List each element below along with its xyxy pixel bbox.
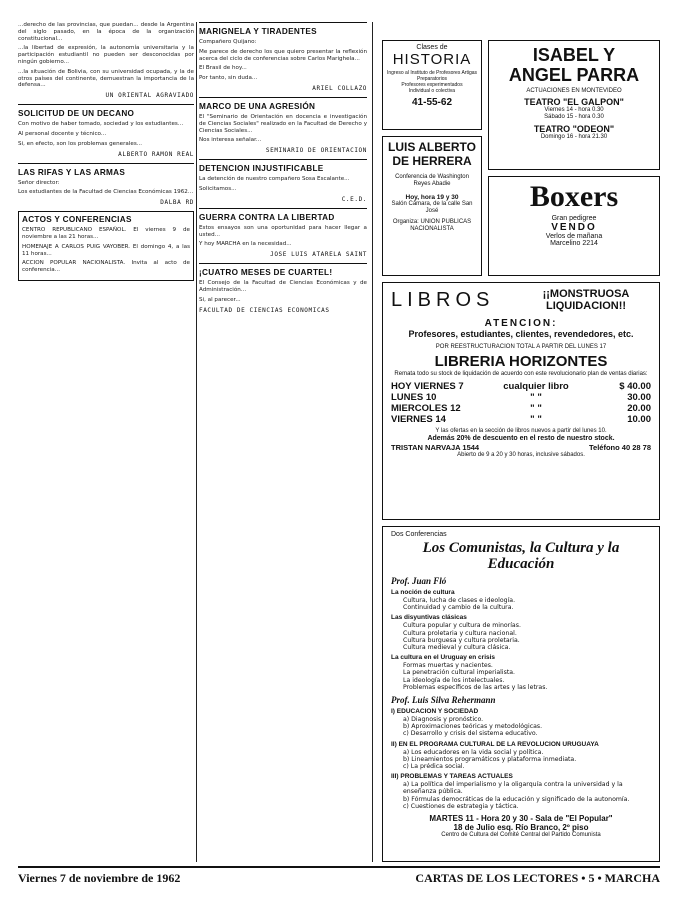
topic-heading (391, 773, 651, 780)
topic-item: Cultura, lucha de clases e ideología. (403, 597, 516, 604)
signature: FACULTAD DE CIENCIAS ECONOMICAS (199, 306, 330, 314)
ad-headline: ¡¡MONSTRUOSA LIQUIDACION!! (542, 288, 630, 312)
ad-line: Preparatorios (416, 76, 447, 82)
ad-historia (382, 40, 482, 130)
price-desc: cualquier libro (503, 381, 569, 392)
ad-text: POR REESTRUCTURACION TOTAL A PARTIR DEL LUNES 17 (435, 344, 607, 350)
ad-text: Conferencia de Washington Reyes Abadie (395, 174, 469, 187)
letter-body (18, 180, 194, 197)
ad-venue: TEATRO "EL GALPON" (524, 97, 624, 107)
price-value: $ 40.00 (619, 381, 651, 392)
column-1 (18, 22, 194, 281)
topic-item: c) La prédica social. (403, 763, 465, 771)
topic-item: Cultura popular y cultura de minorías. (403, 622, 521, 630)
paragraph: Los estudiantes de la Facultad de Ciencias Económicas 1962... (18, 189, 194, 196)
ad-text: ATENCION: (484, 318, 558, 329)
column-divider (196, 22, 197, 862)
paragraph: Señor director: (18, 179, 60, 186)
ad-title: DE HERRERA (392, 154, 472, 168)
topic-heading (391, 741, 651, 748)
ad-label: Dos Conferencias (391, 531, 447, 538)
paragraph: El "Seminario de Orientación en docencia e investigación de Ciencias Sociales" realizado en la Facultad de Derecho y Ciencias Sociales... (199, 113, 367, 134)
topic-heading: Las disyuntivas clásicas (391, 614, 467, 622)
section-title: ACTOS Y CONFERENCIAS (22, 215, 132, 225)
footer-section: CARTAS DE LOS LECTORES • 5 • MARCHA (415, 871, 660, 885)
signature: UN ORIENTAL AGRAVIADO (105, 92, 194, 100)
ad-phone: Teléfono 40 28 78 (589, 443, 651, 452)
paragraph: Solicitamos... (199, 185, 237, 192)
signature: ARIEL COLLAZO (312, 84, 367, 92)
paragraph: ...la situación de Bolivia, con su universidad ocupada, y la de otros países del continente, demuestran la importancia de la defensa... (18, 68, 194, 89)
signature: ALBERTO RAMON REAL (118, 150, 194, 158)
paragraph: Estos ensayos son una oportunidad para hacer llegar a usted... (199, 224, 367, 238)
letter-body (199, 280, 367, 303)
footer-date: Viernes 7 de noviembre de 1962 (18, 871, 181, 885)
letter-body (18, 121, 194, 147)
price-value: 30.00 (627, 392, 651, 403)
paragraph: Si, en efecto, son los problemas generales... (18, 140, 143, 147)
list-item: HOMENAJE A CARLOS PUIG VAYOBER. El domingo 4, a las 11 horas... (22, 243, 190, 257)
price-day: HOY VIERNES 7 (391, 381, 464, 392)
column-2 (199, 22, 367, 319)
signature: DALBA RD (160, 199, 194, 207)
topic-number: I) (391, 708, 395, 716)
section-title: MARIGNELA Y TIRADENTES (199, 22, 367, 36)
price-day: LUNES 10 (391, 392, 437, 403)
topic-heading (391, 708, 651, 715)
topic-title: EDUCACION Y SOCIEDAD (396, 708, 479, 716)
list-item: ACCION POPULAR NACIONALISTA. Invita al acto de conferencia... (22, 260, 190, 274)
paragraph: La detención de nuestro compañero Sosa Escalante... (199, 176, 350, 183)
price-row (391, 403, 651, 414)
topic-item: Cultura medieval y cultura clásica. (403, 644, 511, 652)
ad-parra (488, 40, 660, 170)
section-title: GUERRA CONTRA LA LIBERTAD (199, 208, 367, 222)
price-value: 20.00 (627, 403, 651, 414)
signature: JOSE LUIS ATARELA SAINT (270, 251, 367, 259)
ad-details (386, 70, 478, 94)
ad-date: Sábado 15 - hora 0.30 (544, 114, 604, 120)
list-item: CENTRO REPUBLICANO ESPAÑOL. El viernes 9 de noviembre a las 21 horas... (22, 227, 190, 240)
paragraph: Nos interesa señalar... (199, 137, 262, 144)
topic-item: b) Aproximaciones teóricas y metodológicas. (403, 723, 543, 731)
ad-herrera (382, 136, 482, 276)
ad-text: Abierto de 9 a 20 y 30 horas, inclusive sábados. (457, 452, 585, 458)
ad-text: Salón Cámara, de la calle San José (391, 201, 473, 214)
section-title: MARCO DE UNA AGRESIÓN (199, 97, 367, 111)
ad-text: Marcelino 2214 (550, 240, 598, 247)
topic-number: II) (391, 740, 397, 748)
topic-item: Formas muertas y nacientes. (403, 662, 493, 670)
price-value: 10.00 (627, 414, 651, 425)
ad-text: Hoy, hora 19 y 30 (405, 194, 459, 201)
topic-item: a) La política del imperialismo y la oligarquía contra la universidad y la enseñanza pública. (403, 781, 623, 796)
signature: C.E.D. (341, 195, 367, 203)
topic-number: III) (391, 773, 399, 781)
event-date: MARTES 11 - Hora 20 y 30 - Sala de "El Popular" (429, 814, 613, 824)
price-list (391, 381, 651, 425)
ad-text: Profesores, estudiantes, clientes, revendedores, etc. (408, 329, 634, 339)
price-row (391, 414, 651, 425)
topic-heading: La cultura en el Uruguay en crisis (391, 654, 496, 662)
ad-line: Ingreso al Instituto de Profesores Artigas (386, 70, 478, 76)
speaker-name: Prof. Luis Silva Rehermann (391, 695, 496, 706)
topic-item: c) Desarrollo y crisis del sistema educativo. (403, 730, 538, 738)
ad-date: Viernes 14 - hora 0.30 (544, 107, 604, 113)
topic-item: Problemas específicos de las artes y las letras. (403, 683, 548, 691)
page-footer (18, 866, 660, 886)
actos-list (22, 227, 190, 274)
ad-title: LIBROS (391, 288, 495, 311)
topic-title: EN EL PROGRAMA CULTURAL DE LA REVOLUCION URUGUAYA (398, 740, 599, 748)
ad-title: Boxers (529, 180, 619, 213)
ad-text: Y las ofertas en la sección de libros nuevos a partir del lunes 10. (435, 428, 607, 434)
speaker-name: Prof. Juan Fló (391, 576, 447, 586)
ad-phone: 41-55-62 (411, 97, 453, 108)
section-title: DETENCION INJUSTIFICABLE (199, 159, 367, 173)
topic-heading: La noción de cultura (391, 589, 455, 596)
ad-text: Organiza: UNION PUBLICAS NACIONALISTA (392, 219, 472, 232)
ad-date: Domingo 16 - hora 21.30 (540, 134, 608, 140)
ad-store: LIBRERIA HORIZONTES (434, 353, 608, 370)
topic-item: b) Lineamientos programáticos y plataforma inmediata. (403, 755, 577, 763)
ad-libros (382, 282, 660, 520)
ad-subtitle: ACTUACIONES EN MONTEVIDEO (526, 88, 622, 94)
paragraph: Me parece de derecho los que quiero presentar la reflexión acerca del ciclo de conferencias sobre Carlos Marighela... (199, 48, 367, 62)
price-day: VIERNES 14 (391, 414, 446, 425)
topic-title: PROBLEMAS Y TAREAS ACTUALES (400, 773, 513, 781)
letter-body (199, 225, 367, 248)
price-row (391, 381, 651, 392)
paragraph: Y hoy MARCHA en la necesidad... (199, 241, 292, 248)
actos-box (18, 211, 194, 281)
ad-boxers (488, 176, 660, 276)
paragraph: Por tanto, sin duda... (199, 75, 258, 82)
ad-title: HISTORIA (392, 51, 472, 68)
paragraph: El Brasil de hoy... (199, 65, 247, 72)
topic-list (391, 589, 651, 691)
paragraph: Con motivo de haber tomado, sociedad y los estudiantes... (18, 121, 184, 128)
topic-item: La penetración cultural imperialista. (403, 669, 516, 677)
letter-body (199, 39, 367, 82)
ad-title: LUIS ALBERTO (387, 140, 476, 154)
paragraph: Al personal docente y técnico... (18, 130, 107, 137)
ad-address: TRISTAN NARVAJA 1544 (391, 443, 480, 452)
ad-title: Los Comunistas, la Cultura y la Educación (422, 540, 620, 572)
section-title: SOLICITUD DE UN DECANO (18, 104, 194, 118)
ad-line: Profesores experimentados (401, 82, 463, 88)
ad-text: Remata todo su stock de liquidación de acuerdo con este revolucionario plan de ventas diarias: (394, 371, 648, 377)
letter-body (199, 176, 367, 193)
price-row (391, 392, 651, 403)
ad-text: VENDO (551, 222, 597, 233)
paragraph: ...la libertad de expresión, la autonomía universitaria y la participación estudiantil no pueden ser desconocidas por ningún gobierno... (18, 45, 194, 65)
topic-item: b) Fórmulas democráticas de la educación y significado de la autonomía. (403, 795, 630, 803)
ad-text: Gran pedigree (551, 215, 597, 222)
paragraph: El Consejo de la Facultad de Ciencias Económicas y de Administración... (199, 280, 367, 293)
section-title: ¡CUATRO MESES DE CUARTEL! (199, 263, 367, 277)
ad-conferencias (382, 526, 660, 862)
ad-label: Clases de (416, 44, 448, 51)
price-desc: " " (530, 414, 542, 425)
ad-venue: TEATRO "ODEON" (533, 124, 615, 134)
topic-list (391, 708, 651, 810)
ad-line: Individual o colectiva (408, 88, 456, 94)
event-place: 18 de Julio esq. Río Branco, 2º piso (453, 823, 589, 833)
ad-text: Verlos de mañana (545, 233, 603, 240)
topic-item: La ideología de los intelectuales. (403, 676, 505, 684)
letter-body (199, 114, 367, 144)
section-title: LAS RIFAS Y LAS ARMAS (18, 163, 194, 177)
topic-item: c) Cuestiones de estrategia y táctica. (403, 802, 519, 810)
ad-text: Además 20% de descuento en el resto de nuestro stock. (427, 435, 615, 442)
price-desc: " " (530, 403, 542, 414)
topic-item: Cultura proletaria y cultura nacional. (403, 629, 517, 637)
topic-item: a) Los educadores en la vida social y política. (403, 748, 544, 756)
intro-letter (18, 22, 194, 89)
price-desc: " " (530, 392, 542, 403)
paragraph: Si, al parecer... (199, 296, 241, 303)
paragraph: ...derecho de las provincias, que puedan... desde la Argentina del siglo pasado, en la época de la organización constitucional... (18, 22, 194, 42)
column-divider (372, 22, 373, 862)
signature: SEMINARIO DE ORIENTACION (265, 147, 367, 155)
topic-item: a) Diagnosis y pronóstico. (403, 716, 484, 724)
price-day: MIERCOLES 12 (391, 403, 461, 414)
topic-item: Continuidad y cambio de la cultura. (403, 604, 514, 612)
event-organizer: Centro de Cultura del Comité Central del Partido Comunista (441, 832, 601, 839)
ad-title: ANGEL PARRA (508, 65, 640, 85)
ad-title: ISABEL Y (532, 45, 616, 65)
paragraph: Compañero Quijano: (199, 39, 257, 45)
topic-item: Cultura burguesa y cultura proletaria. (403, 636, 520, 644)
